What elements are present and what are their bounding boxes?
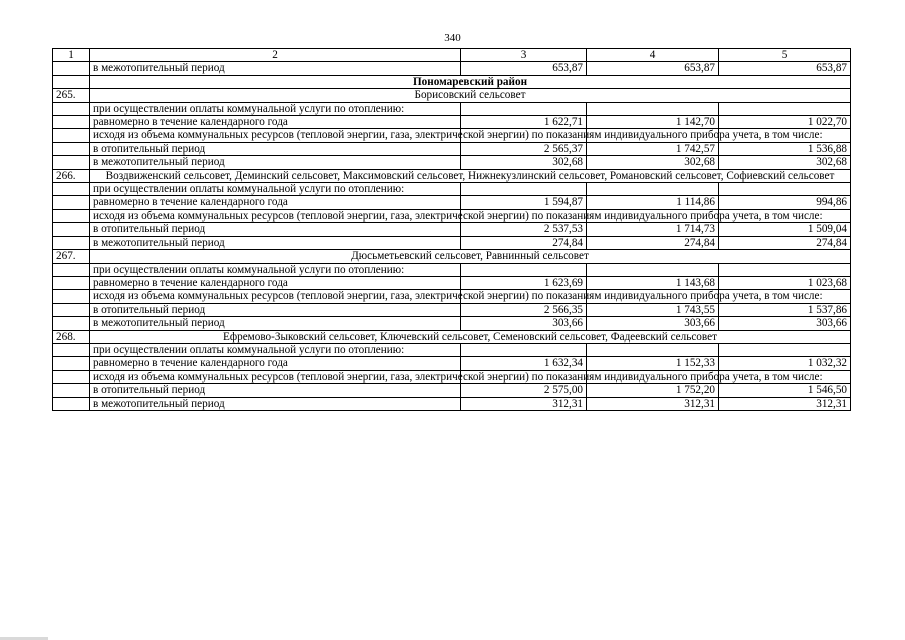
section-header-row — [53, 89, 851, 102]
value-cell: 1 546,50 — [719, 384, 851, 397]
uniform-row — [53, 116, 851, 129]
row-number-cell — [53, 317, 90, 330]
row-number-cell — [53, 196, 90, 209]
value-cell: 312,31 — [587, 397, 719, 410]
intro-row — [53, 343, 851, 356]
value-cell: 2 537,53 — [461, 223, 587, 236]
row-label: равномерно в течение календарного года — [90, 116, 461, 129]
value-cell: 1 023,68 — [719, 276, 851, 289]
section-number: 265. — [53, 89, 90, 102]
section-title: Дюсьметьевский сельсовет, Равнинный сельсовет — [90, 250, 851, 263]
row-number-cell — [53, 384, 90, 397]
nonheating-row — [53, 236, 851, 249]
page-number: 340 — [444, 32, 461, 44]
empty-cell — [587, 343, 719, 356]
header-cell: 5 — [719, 49, 851, 62]
nonheating-row — [53, 156, 851, 169]
value-cell: 994,86 — [719, 196, 851, 209]
value-cell: 1 022,70 — [719, 116, 851, 129]
row-label: при осуществлении оплаты коммунальной услуги по отоплению: — [90, 183, 461, 196]
tariff-table — [52, 48, 851, 411]
row-number-cell — [53, 116, 90, 129]
row-number-cell — [53, 290, 90, 303]
value-cell: 1 623,69 — [461, 276, 587, 289]
header-cell: 4 — [587, 49, 719, 62]
row-label: в отопительный период — [90, 384, 461, 397]
row-number-cell — [53, 276, 90, 289]
row-label: в межотопительный период — [90, 62, 461, 75]
value-cell: 653,87 — [719, 62, 851, 75]
meter-row — [53, 129, 851, 142]
section-header-row — [53, 330, 851, 343]
meter-row — [53, 370, 851, 383]
empty-cell — [719, 102, 851, 115]
value-cell: 274,84 — [719, 236, 851, 249]
value-cell: 653,87 — [587, 62, 719, 75]
section-title: Ефремово-Зыковский сельсовет, Ключевский сельсовет, Семеновский сельсовет, Фадеевский сельсовет — [90, 330, 851, 343]
row-number-cell — [53, 303, 90, 316]
row-number-cell — [53, 397, 90, 410]
value-cell: 1 743,55 — [587, 303, 719, 316]
section-number: 268. — [53, 330, 90, 343]
section-header-row — [53, 250, 851, 263]
row-label: в межотопительный период — [90, 236, 461, 249]
section-number: 266. — [53, 169, 90, 182]
row-number-cell — [53, 263, 90, 276]
header-row — [53, 49, 851, 62]
row-number-cell — [53, 370, 90, 383]
value-cell: 303,66 — [719, 317, 851, 330]
row-label: исходя из объема коммунальных ресурсов (тепловой энергии, газа, электрической энергии) по показаниям индивидуального прибора учета, в том числе: — [90, 209, 461, 222]
value-cell: 312,31 — [719, 397, 851, 410]
row-label: исходя из объема коммунальных ресурсов (тепловой энергии, газа, электрической энергии) по показаниям индивидуального прибора учета, в том числе: — [90, 290, 461, 303]
row-number-cell — [53, 75, 90, 88]
district-row — [53, 75, 851, 88]
value-cell: 2 566,35 — [461, 303, 587, 316]
row-number-cell — [53, 142, 90, 155]
value-cell: 1 537,86 — [719, 303, 851, 316]
meter-row — [53, 290, 851, 303]
row-label: при осуществлении оплаты коммунальной услуги по отоплению: — [90, 263, 461, 276]
heating-row — [53, 384, 851, 397]
meter-row — [53, 209, 851, 222]
heating-row — [53, 142, 851, 155]
row-number-cell — [53, 156, 90, 169]
header-cell: 2 — [90, 49, 461, 62]
row-label: в межотопительный период — [90, 317, 461, 330]
row-number-cell — [53, 223, 90, 236]
value-cell: 312,31 — [461, 397, 587, 410]
row-label: при осуществлении оплаты коммунальной услуги по отоплению: — [90, 343, 461, 356]
uniform-row — [53, 196, 851, 209]
row-number-cell — [53, 183, 90, 196]
empty-cell — [587, 102, 719, 115]
row-label: исходя из объема коммунальных ресурсов (тепловой энергии, газа, электрической энергии) по показаниям индивидуального прибора учета, в том числе: — [90, 129, 461, 142]
value-cell: 302,68 — [719, 156, 851, 169]
section-header-row — [53, 169, 851, 182]
value-cell: 1 114,86 — [587, 196, 719, 209]
value-cell: 1 752,20 — [587, 384, 719, 397]
row-number-cell — [53, 129, 90, 142]
empty-cell — [587, 183, 719, 196]
table-row — [53, 62, 851, 75]
value-cell: 1 622,71 — [461, 116, 587, 129]
value-cell: 303,66 — [587, 317, 719, 330]
empty-cell — [719, 183, 851, 196]
uniform-row — [53, 276, 851, 289]
row-label: в межотопительный период — [90, 156, 461, 169]
value-cell: 303,66 — [461, 317, 587, 330]
uniform-row — [53, 357, 851, 370]
empty-cell — [587, 263, 719, 276]
value-cell: 1 536,88 — [719, 142, 851, 155]
value-cell: 1 742,57 — [587, 142, 719, 155]
value-cell: 1 142,70 — [587, 116, 719, 129]
value-cell: 274,84 — [461, 236, 587, 249]
row-label: в отопительный период — [90, 142, 461, 155]
header-cell: 1 — [53, 49, 90, 62]
heating-row — [53, 303, 851, 316]
section-number: 267. — [53, 250, 90, 263]
row-number-cell — [53, 209, 90, 222]
row-label: равномерно в течение календарного года — [90, 276, 461, 289]
intro-row — [53, 102, 851, 115]
empty-cell — [461, 343, 587, 356]
empty-cell — [461, 263, 587, 276]
empty-cell — [461, 102, 587, 115]
row-label: равномерно в течение календарного года — [90, 357, 461, 370]
section-title: Воздвиженский сельсовет, Деминский сельсовет, Максимовский сельсовет, Нижнекузлинский сельсовет, Романовский сельсовет, Софиевский сельсовет — [90, 169, 851, 182]
district-title: Пономаревский район — [90, 75, 851, 88]
section-title: Борисовский сельсовет — [90, 89, 851, 102]
row-number-cell — [53, 62, 90, 75]
row-label: исходя из объема коммунальных ресурсов (тепловой энергии, газа, электрической энергии) по показаниям индивидуального прибора учета, в том числе: — [90, 370, 461, 383]
row-label: в отопительный период — [90, 223, 461, 236]
value-cell: 1 714,73 — [587, 223, 719, 236]
value-cell: 302,68 — [461, 156, 587, 169]
row-label: в отопительный период — [90, 303, 461, 316]
intro-row — [53, 263, 851, 276]
header-cell: 3 — [461, 49, 587, 62]
empty-cell — [461, 183, 587, 196]
row-label: в межотопительный период — [90, 397, 461, 410]
row-label: при осуществлении оплаты коммунальной услуги по отоплению: — [90, 102, 461, 115]
empty-cell — [719, 263, 851, 276]
intro-row — [53, 183, 851, 196]
empty-cell — [719, 343, 851, 356]
value-cell: 274,84 — [587, 236, 719, 249]
row-label: равномерно в течение календарного года — [90, 196, 461, 209]
value-cell: 1 152,33 — [587, 357, 719, 370]
value-cell: 1 632,34 — [461, 357, 587, 370]
nonheating-row — [53, 317, 851, 330]
nonheating-row — [53, 397, 851, 410]
value-cell: 1 143,68 — [587, 276, 719, 289]
value-cell: 653,87 — [461, 62, 587, 75]
heating-row — [53, 223, 851, 236]
row-number-cell — [53, 357, 90, 370]
value-cell: 1 032,32 — [719, 357, 851, 370]
value-cell: 2 565,37 — [461, 142, 587, 155]
value-cell: 1 509,04 — [719, 223, 851, 236]
row-number-cell — [53, 343, 90, 356]
value-cell: 2 575,00 — [461, 384, 587, 397]
value-cell: 1 594,87 — [461, 196, 587, 209]
row-number-cell — [53, 236, 90, 249]
value-cell: 302,68 — [587, 156, 719, 169]
row-number-cell — [53, 102, 90, 115]
